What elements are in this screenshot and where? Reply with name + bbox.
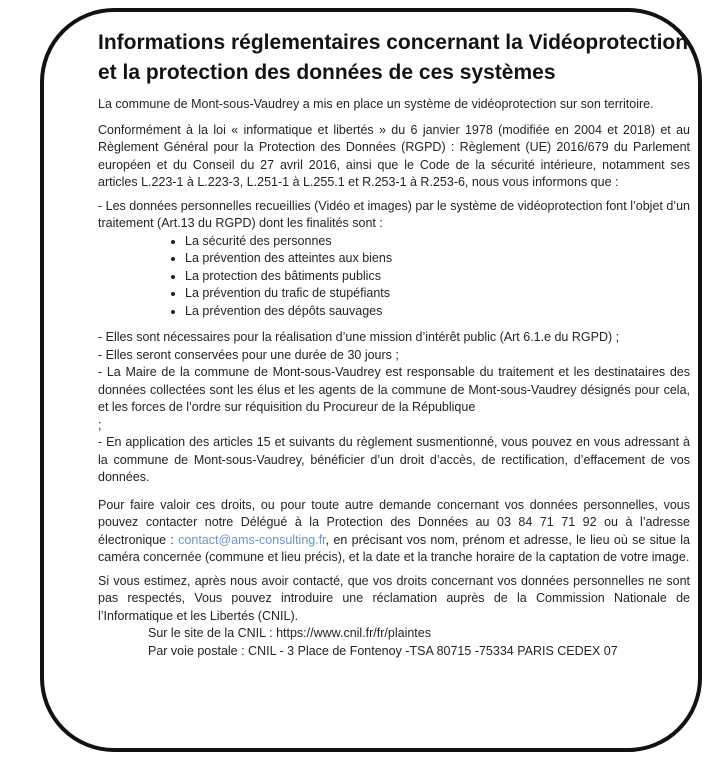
purpose-item: • La prévention des dépôts sauvages [185, 303, 690, 321]
contact-text-after: , en précisant vos nom, prénom et adresse, le lieu où se situe la caméra concernée (commune et lieu précis), et la date et la tranche horaire de la captation de votre image. [98, 532, 690, 564]
retention-item: - Elles seront conservées pour une durée de 30 jours ; [98, 347, 399, 362]
cnil-postal-line: Par voie postale : CNIL - 3 Place de Fontenoy -TSA 80715 -75334 PARIS CEDEX 07 [148, 643, 618, 658]
purpose-item: • La sécurité des personnes [185, 233, 690, 251]
necessity-item: - Elles sont nécessaires pour la réalisation d’une mission d’intérêt public (Art 6.1.e du RGPD) ; [98, 330, 620, 344]
purpose-item: • La prévention des atteintes aux biens [185, 250, 690, 268]
purpose-item: • La protection des bâtiments publics [185, 268, 690, 286]
controller-item: - La Maire de la commune de Mont-sous-Vaudrey est responsable du traitement et les destinataires des données collectées sont les élus et les agents de la commune de Mont-sous-Vaudrey désignés pour cela, et les forces de l’ordre sur réquisition du Procureur de la République [98, 365, 690, 414]
contact-paragraph [98, 497, 690, 567]
page-title: Informations réglementaires concernant la Vidéoprotection et la protection des données de ces systèmes [98, 31, 689, 84]
access-rights-item: - En application des articles 15 et suivants du règlement susmentionné, vous pouvez en vous adressant à la commune de Mont-sous-Vaudrey, bénéficier d’un droit d’accès, de rectification, d’effacement de vos données. [98, 435, 690, 484]
cnil-website-line: Sur le site de la CNIL : https://www.cnil.fr/fr/plaintes [148, 626, 431, 640]
gdpr-items-block [98, 329, 690, 487]
email-link[interactable]: contact@ams-consulting.fr [178, 532, 326, 547]
purpose-item: • La prévention du trafic de stupéfiants [185, 285, 690, 303]
purposes-list [98, 233, 690, 321]
contact-text-before: Pour faire valoir ces droits, ou pour toute autre demande concernant vos données personnelles, vous pouvez contacter notre Délégué à la Protection des Données au 03 84 71 71 92 ou à l’adresse électronique : [98, 497, 690, 547]
intro-paragraph: La commune de Mont-sous-Vaudrey a mis en place un système de vidéoprotection sur son territoire. [98, 97, 654, 111]
controller-item-suffix: ; [98, 417, 102, 432]
purposes-intro-paragraph: - Les données personnelles recueillies (Vidéo et images) par le système de vidéoprotection font l’objet d’un traitement (Art.13 du RGPD) dont les finalités sont : [98, 198, 690, 230]
notice-card [40, 8, 702, 752]
legal-basis-paragraph: Conformément à la loi « informatique et libertés » du 6 janvier 1978 (modifiée en 2004 et 2018) et au Règlement Général pour la Protection des Données (RGPD) : Règlement (UE) 2016/679 du Parlement européen et du Conseil du 27 avril 2016, ainsi que le Code de la sécurité intérieure, notamment ses articles L.223-1 à L.223-3, L.251-1 à L.255.1 et R.253-1 à R.253-6, nous vous informons que : [98, 122, 690, 189]
complaint-paragraph: Si vous estimez, après nous avoir contacté, que vos droits concernant vos données personnelles ne sont pas respectés, Vous pouvez introduire une réclamation auprès de la Commission Nationale de l’Informatique et les Libertés (CNIL). [98, 573, 690, 623]
